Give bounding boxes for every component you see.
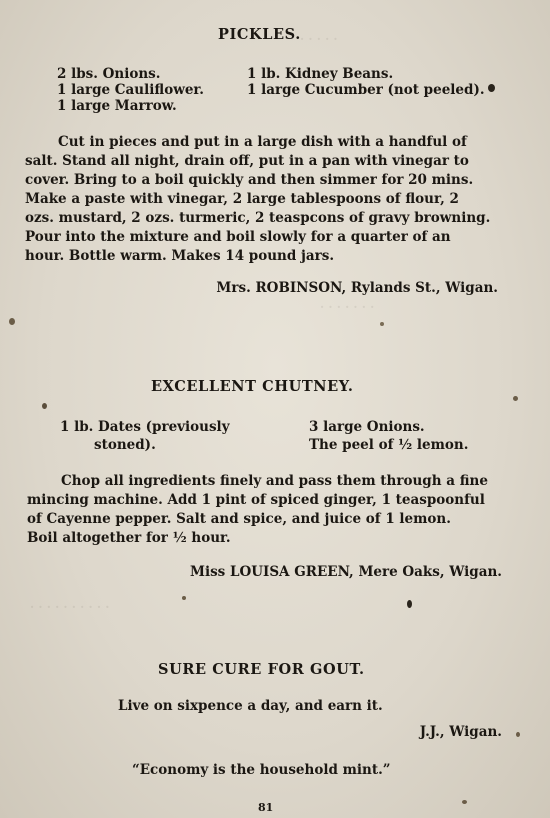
method-line: Chop all ingredients finely and pass them through a fine xyxy=(61,473,488,489)
ink-blot xyxy=(513,396,518,401)
method-gout: Live on sixpence a day, and earn it. xyxy=(118,698,383,714)
method-line: mincing machine. Add 1 pint of spiced ginger, 1 teaspoonful xyxy=(27,492,485,508)
method-line: cover. Bring to a boil quickly and then simmer for 20 mins. xyxy=(25,172,474,188)
ink-blot xyxy=(488,84,495,92)
ingredients-right-pickles xyxy=(247,66,485,98)
closing-quote: “Economy is the household mint.” xyxy=(132,762,391,778)
ink-blot xyxy=(380,322,384,326)
method-pickles xyxy=(25,133,500,266)
contributor-gout: J.J., Wigan. xyxy=(419,724,502,740)
ingredient-item: 2 lbs. Onions. xyxy=(57,66,161,82)
ingredients-left-chutney xyxy=(60,418,230,454)
method-line: ozs. mustard, 2 ozs. turmeric, 2 teaspcons of gravy browning. xyxy=(25,210,491,226)
method-line: hour. Bottle warm. Makes 14 pound jars. xyxy=(25,248,335,264)
method-line: salt. Stand all night, drain off, put in a pan with vinegar to xyxy=(25,153,469,169)
ink-blot xyxy=(9,318,15,325)
ingredient-item: 1 large Cauliflower. xyxy=(57,82,204,98)
method-line: Cut in pieces and put in a large dish with a handful of xyxy=(58,134,467,150)
ink-blot xyxy=(462,800,467,804)
method-line: of Cayenne pepper. Salt and spice, and juice of 1 lemon. xyxy=(27,511,451,527)
recipe-title-pickles: PICKLES. xyxy=(218,26,301,43)
recipe-title-gout: SURE CURE FOR GOUT. xyxy=(158,661,365,678)
ingredient-item: 1 large Cucumber (not peeled). xyxy=(247,82,485,98)
contributor-pickles: Mrs. ROBINSON, Rylands St., Wigan. xyxy=(216,280,498,296)
ingredient-item: 1 lb. Kidney Beans. xyxy=(247,66,394,82)
contributor-chutney: Miss LOUISA GREEN, Mere Oaks, Wigan. xyxy=(190,564,502,580)
method-line: Pour into the mixture and boil slowly for a quarter of an xyxy=(25,229,451,245)
method-chutney xyxy=(27,472,504,548)
ink-blot xyxy=(42,403,47,409)
show-through-text: · · · · · xyxy=(300,32,338,46)
show-through-text: · · · · · · · xyxy=(320,300,375,314)
ingredient-item: stoned). xyxy=(94,437,156,453)
page-number: 81 xyxy=(258,801,274,814)
method-line: Boil altogether for ½ hour. xyxy=(27,530,231,546)
ingredient-item: 1 lb. Dates (previously xyxy=(60,419,230,435)
show-through-text: · · · · · · · · · · xyxy=(30,600,110,614)
ingredient-item: 3 large Onions. xyxy=(309,419,425,435)
ink-blot xyxy=(407,600,412,608)
ingredients-right-chutney xyxy=(309,418,468,454)
ink-blot xyxy=(516,732,520,737)
method-line: Make a paste with vinegar, 2 large tablespoons of flour, 2 xyxy=(25,191,459,207)
ink-blot xyxy=(182,596,186,600)
ingredients-left-pickles xyxy=(57,66,204,114)
recipe-title-chutney: EXCELLENT CHUTNEY. xyxy=(151,378,354,395)
ingredient-item: 1 large Marrow. xyxy=(57,98,177,114)
ingredient-item: The peel of ½ lemon. xyxy=(309,437,469,453)
